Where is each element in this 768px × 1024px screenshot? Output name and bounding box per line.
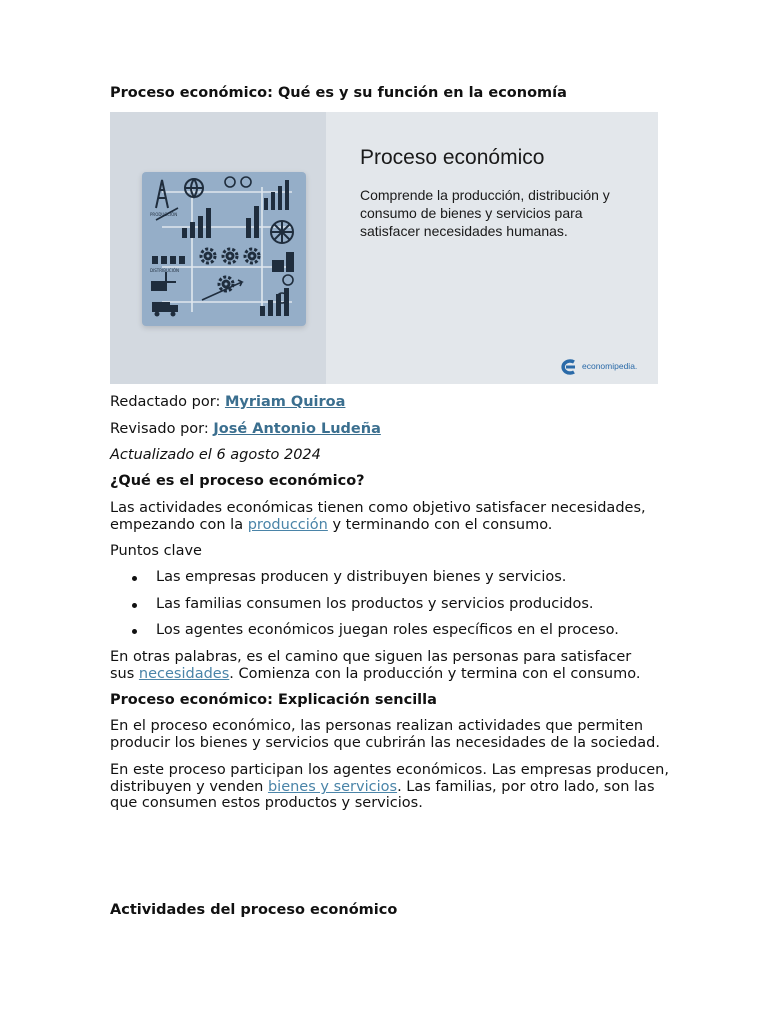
paragraph-line [110,779,655,796]
bullet-icon [132,576,137,581]
written-label: Redactado por: [110,394,225,410]
list-item [110,622,619,649]
gear-icon [201,249,259,291]
paragraph-line: producir los bienes y servicios que cubrirán las necesidades de la sociedad. [110,735,660,751]
text: sus [110,666,139,682]
bullet-icon [132,603,137,608]
bar-chart-icon [182,208,211,238]
section-heading: ¿Qué es el proceso económico? [110,473,365,489]
forklift-icon [152,272,176,290]
truck-icon [152,302,178,317]
bar-chart-icon [246,206,259,238]
list-item-text: Las empresas producen y distribuyen bienes y servicios. [156,569,567,585]
brand-logo [560,358,637,375]
list-item-text: Las familias consumen los productos y servicios producidos. [156,595,594,612]
people-icon [152,256,185,264]
byline-written [110,394,345,411]
list-item-text: Los agentes económicos juegan roles específicos en el proceso. [156,622,619,638]
paragraph-line [110,666,640,683]
text: . Las familias, por otro lado, son las [397,779,655,795]
box-icon [272,252,294,272]
article-title: Proceso económico: Qué es y su función en la economía [110,85,567,101]
text: y terminando con el consumo. [327,517,553,533]
reviewer-link[interactable]: José Antonio Ludeña [213,421,381,437]
economipedia-logo-icon [560,359,578,375]
globe-icon [185,179,203,197]
paragraph-line: Las actividades económicas tienen como objetivo satisfacer necesidades, [110,500,646,516]
bar-chart-icon [264,180,289,210]
article-banner-image [110,112,658,384]
paragraph-line: En este proceso participan los agentes económicos. Las empresas producen, [110,762,669,778]
economy-illustration [142,172,306,326]
produccion-link[interactable]: producción [247,517,328,533]
wheel-icon [271,221,293,243]
section-heading: Actividades del proceso económico [110,902,398,918]
key-points-list [110,569,619,649]
bienes-servicios-link[interactable]: bienes y servicios [267,779,398,795]
paragraph-line: En otras palabras, es el camino que siguen las personas para satisfacer [110,649,632,665]
reviewed-label: Revisado por: [110,421,214,437]
paragraph-line: que consumen estos productos y servicios. [110,795,423,811]
key-points-label: Puntos clave [110,543,202,559]
tile-label: DISTRIBUCIÓN [150,268,179,273]
brand-name: economipedia. [582,361,638,371]
byline-reviewed [110,421,381,438]
bullet-icon [132,629,137,634]
banner-description: Comprende la producción, distribución y consumo de bienes y servicios para satisfacer necesidades humanas. [360,187,610,239]
section-heading: Proceso económico: Explicación sencilla [110,692,437,708]
paragraph-line [110,517,552,534]
list-item [110,569,619,596]
list-item [110,596,619,623]
banner-left-panel [110,112,326,384]
updated-date: Actualizado el 6 agosto 2024 [110,447,321,463]
text: distribuyen y venden [110,779,268,795]
banner-heading: Proceso económico [360,146,545,169]
tower-icon [156,180,168,208]
tile-label: PRODUCCIÓN [150,212,178,217]
necesidades-link[interactable]: necesidades [138,666,230,682]
economy-icons-graphic [142,172,306,326]
text: . Comienza con la producción y termina con el consumo. [229,666,641,682]
text: empezando con la [110,517,248,533]
paragraph-line: En el proceso económico, las personas realizan actividades que permiten [110,718,644,734]
author-link[interactable]: Myriam Quiroa [224,394,346,410]
